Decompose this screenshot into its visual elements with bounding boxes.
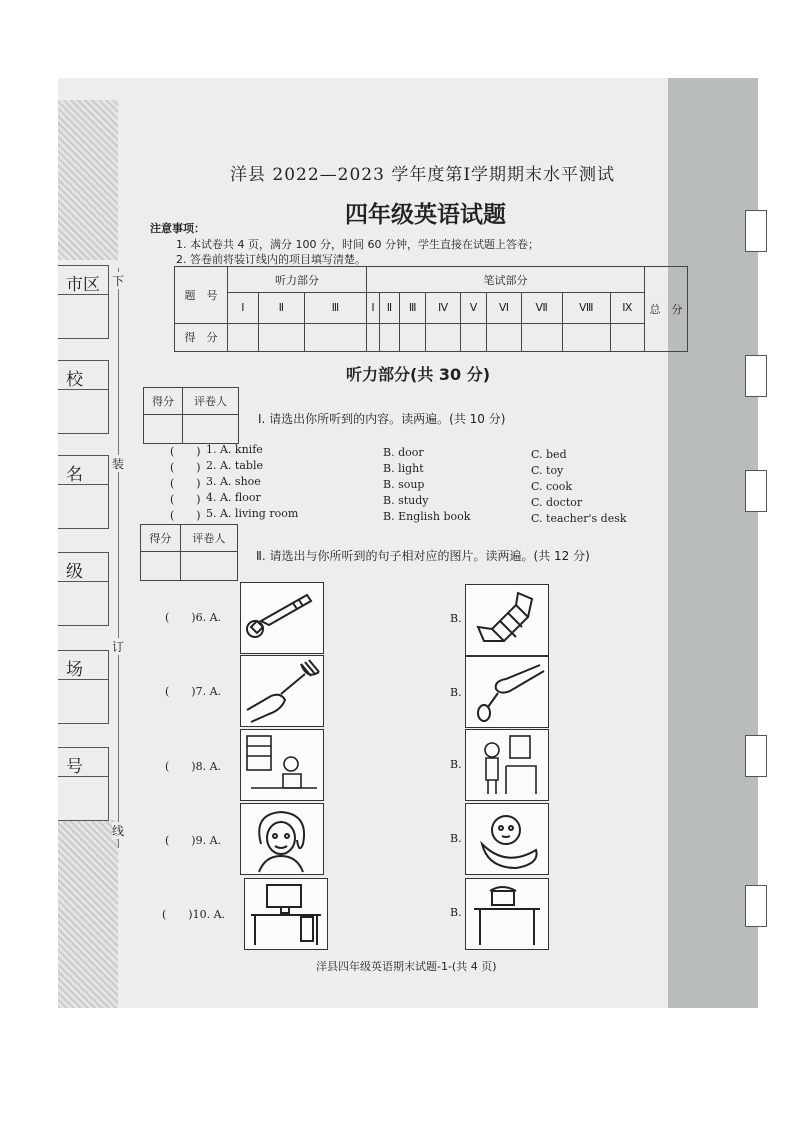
notes-heading: 注意事项： [150,222,205,235]
score-cell[interactable] [610,323,644,351]
study-room-icon[interactable] [240,729,324,801]
score-col-header: Ⅶ [521,293,562,323]
score-col-header: Ⅲ [399,293,426,323]
grader-reviewer-cell[interactable] [180,552,237,581]
baby-icon[interactable] [465,803,549,875]
next-page-edge-box [745,735,767,777]
next-page-edge-box [745,210,767,252]
option-b-label: B. [450,686,462,699]
option-b-label: B. [450,612,462,625]
binding-char: 下 [112,274,125,288]
score-col-header: Ⅰ [228,293,259,323]
option-b: B. soup [383,478,425,491]
binding-line [118,268,119,848]
page-footer: 洋县四年级英语期末试题-1-(共 4 页) [316,960,497,973]
option-c: C. cook [531,480,573,493]
score-col-header: Ⅵ [487,293,521,323]
bathroom-icon[interactable] [465,729,549,801]
binding-char: 订 [112,640,125,654]
exam-title: 洋县 2022—2023 学年度第Ⅰ学期期末水平测试 [230,165,616,185]
score-cell[interactable] [562,323,610,351]
score-col-header: Ⅷ [562,293,610,323]
score-table-question-label: 题 号 [175,267,228,324]
option-c: C. teacher's desk [531,512,627,525]
binding-field-school: 校 [58,360,109,434]
question-label[interactable]: ( )7. A. [165,685,222,698]
score-cell[interactable] [380,323,400,351]
score-col-header: Ⅱ [258,293,304,323]
fork-icon[interactable] [240,655,324,727]
score-col-header: Ⅰ [366,293,379,323]
score-table-score-label: 得 分 [175,323,228,351]
note-item: 2. 答卷前将装订线内的项目填写清楚。 [176,253,366,266]
option-b-label: B. [450,832,462,845]
part1-instruction: Ⅰ. 请选出你所听到的内容。读两遍。(共 10 分) [258,412,506,426]
binding-field-district: 市区 [58,265,109,339]
note-item: 1. 本试卷共 4 页，满分 100 分，时间 60 分钟，学生直接在试题上答卷； [176,238,539,251]
option-a: 5. A. living room [206,507,299,520]
option-a: 3. A. shoe [206,475,261,488]
answer-blank[interactable]: ( ) [170,477,201,490]
option-b: B. light [383,462,424,475]
listening-section-title: 听力部分(共 30 分) [346,365,491,384]
binding-field-seat-number: 号 [58,747,109,821]
computer-desk-icon[interactable] [244,878,328,950]
score-cell[interactable] [228,323,259,351]
exam-subtitle: 四年级英语试题 [345,202,506,228]
grader-score-label: 得分 [141,525,181,552]
score-table [174,266,688,352]
grader-reviewer-label: 评卷人 [180,525,237,552]
grader-score-label: 得分 [144,388,183,415]
question-label[interactable]: ( )8. A. [165,760,222,773]
option-a: 1. A. knife [206,443,263,456]
part2-instruction: Ⅱ. 请选出与你所听到的句子相对应的图片。读两遍。(共 12 分) [256,549,590,563]
option-b: B. study [383,494,429,507]
option-b: B. English book [383,510,471,523]
option-b-label: B. [450,906,462,919]
answer-blank[interactable]: ( ) [170,509,201,522]
phone-table-icon[interactable] [465,878,549,950]
next-page-edge-box [745,885,767,927]
option-b: B. door [383,446,424,459]
option-c: C. toy [531,464,564,477]
question-label[interactable]: ( )6. A. [165,611,222,624]
score-cell[interactable] [366,323,379,351]
candy-icon[interactable] [465,584,549,656]
score-cell[interactable] [426,323,460,351]
option-c: C. bed [531,448,567,461]
binding-char: 线 [112,824,125,838]
score-col-header: Ⅸ [610,293,644,323]
woman-icon[interactable] [240,803,324,875]
grader-score-cell[interactable] [144,415,183,444]
option-b-label: B. [450,758,462,771]
answer-blank[interactable]: ( ) [170,493,201,506]
score-cell[interactable] [258,323,304,351]
question-label[interactable]: ( )10. A. [162,908,226,921]
score-table-total-header: 总 分 [645,267,688,352]
answer-blank[interactable]: ( ) [170,445,201,458]
option-c: C. doctor [531,496,583,509]
answer-blank[interactable]: ( ) [170,461,201,474]
spoon-icon[interactable] [465,656,549,728]
key-icon[interactable] [240,582,324,654]
score-col-header: Ⅳ [426,293,460,323]
option-a: 2. A. table [206,459,263,472]
option-a: 4. A. floor [206,491,261,504]
score-col-header: Ⅱ [380,293,400,323]
binding-field-class: 级 [58,552,109,626]
grader-reviewer-label: 评卷人 [182,388,238,415]
score-cell[interactable] [487,323,521,351]
score-cell[interactable] [399,323,426,351]
grader-box-part2 [140,524,238,581]
grader-reviewer-cell[interactable] [182,415,238,444]
score-cell[interactable] [304,323,366,351]
score-table-listening-header: 听力部分 [228,267,367,293]
score-table-written-header: 笔试部分 [366,267,644,293]
grader-box-part1 [143,387,239,444]
score-cell[interactable] [521,323,562,351]
next-page-edge-box [745,470,767,512]
grader-score-cell[interactable] [141,552,181,581]
score-col-header: Ⅲ [304,293,366,323]
question-label[interactable]: ( )9. A. [165,834,222,847]
next-page-edge-box [745,355,767,397]
binding-field-exam-room: 场 [58,650,109,724]
score-cell[interactable] [460,323,486,351]
score-col-header: Ⅴ [460,293,486,323]
binding-field-name: 名 [58,455,109,529]
binding-char: 装 [112,457,125,471]
